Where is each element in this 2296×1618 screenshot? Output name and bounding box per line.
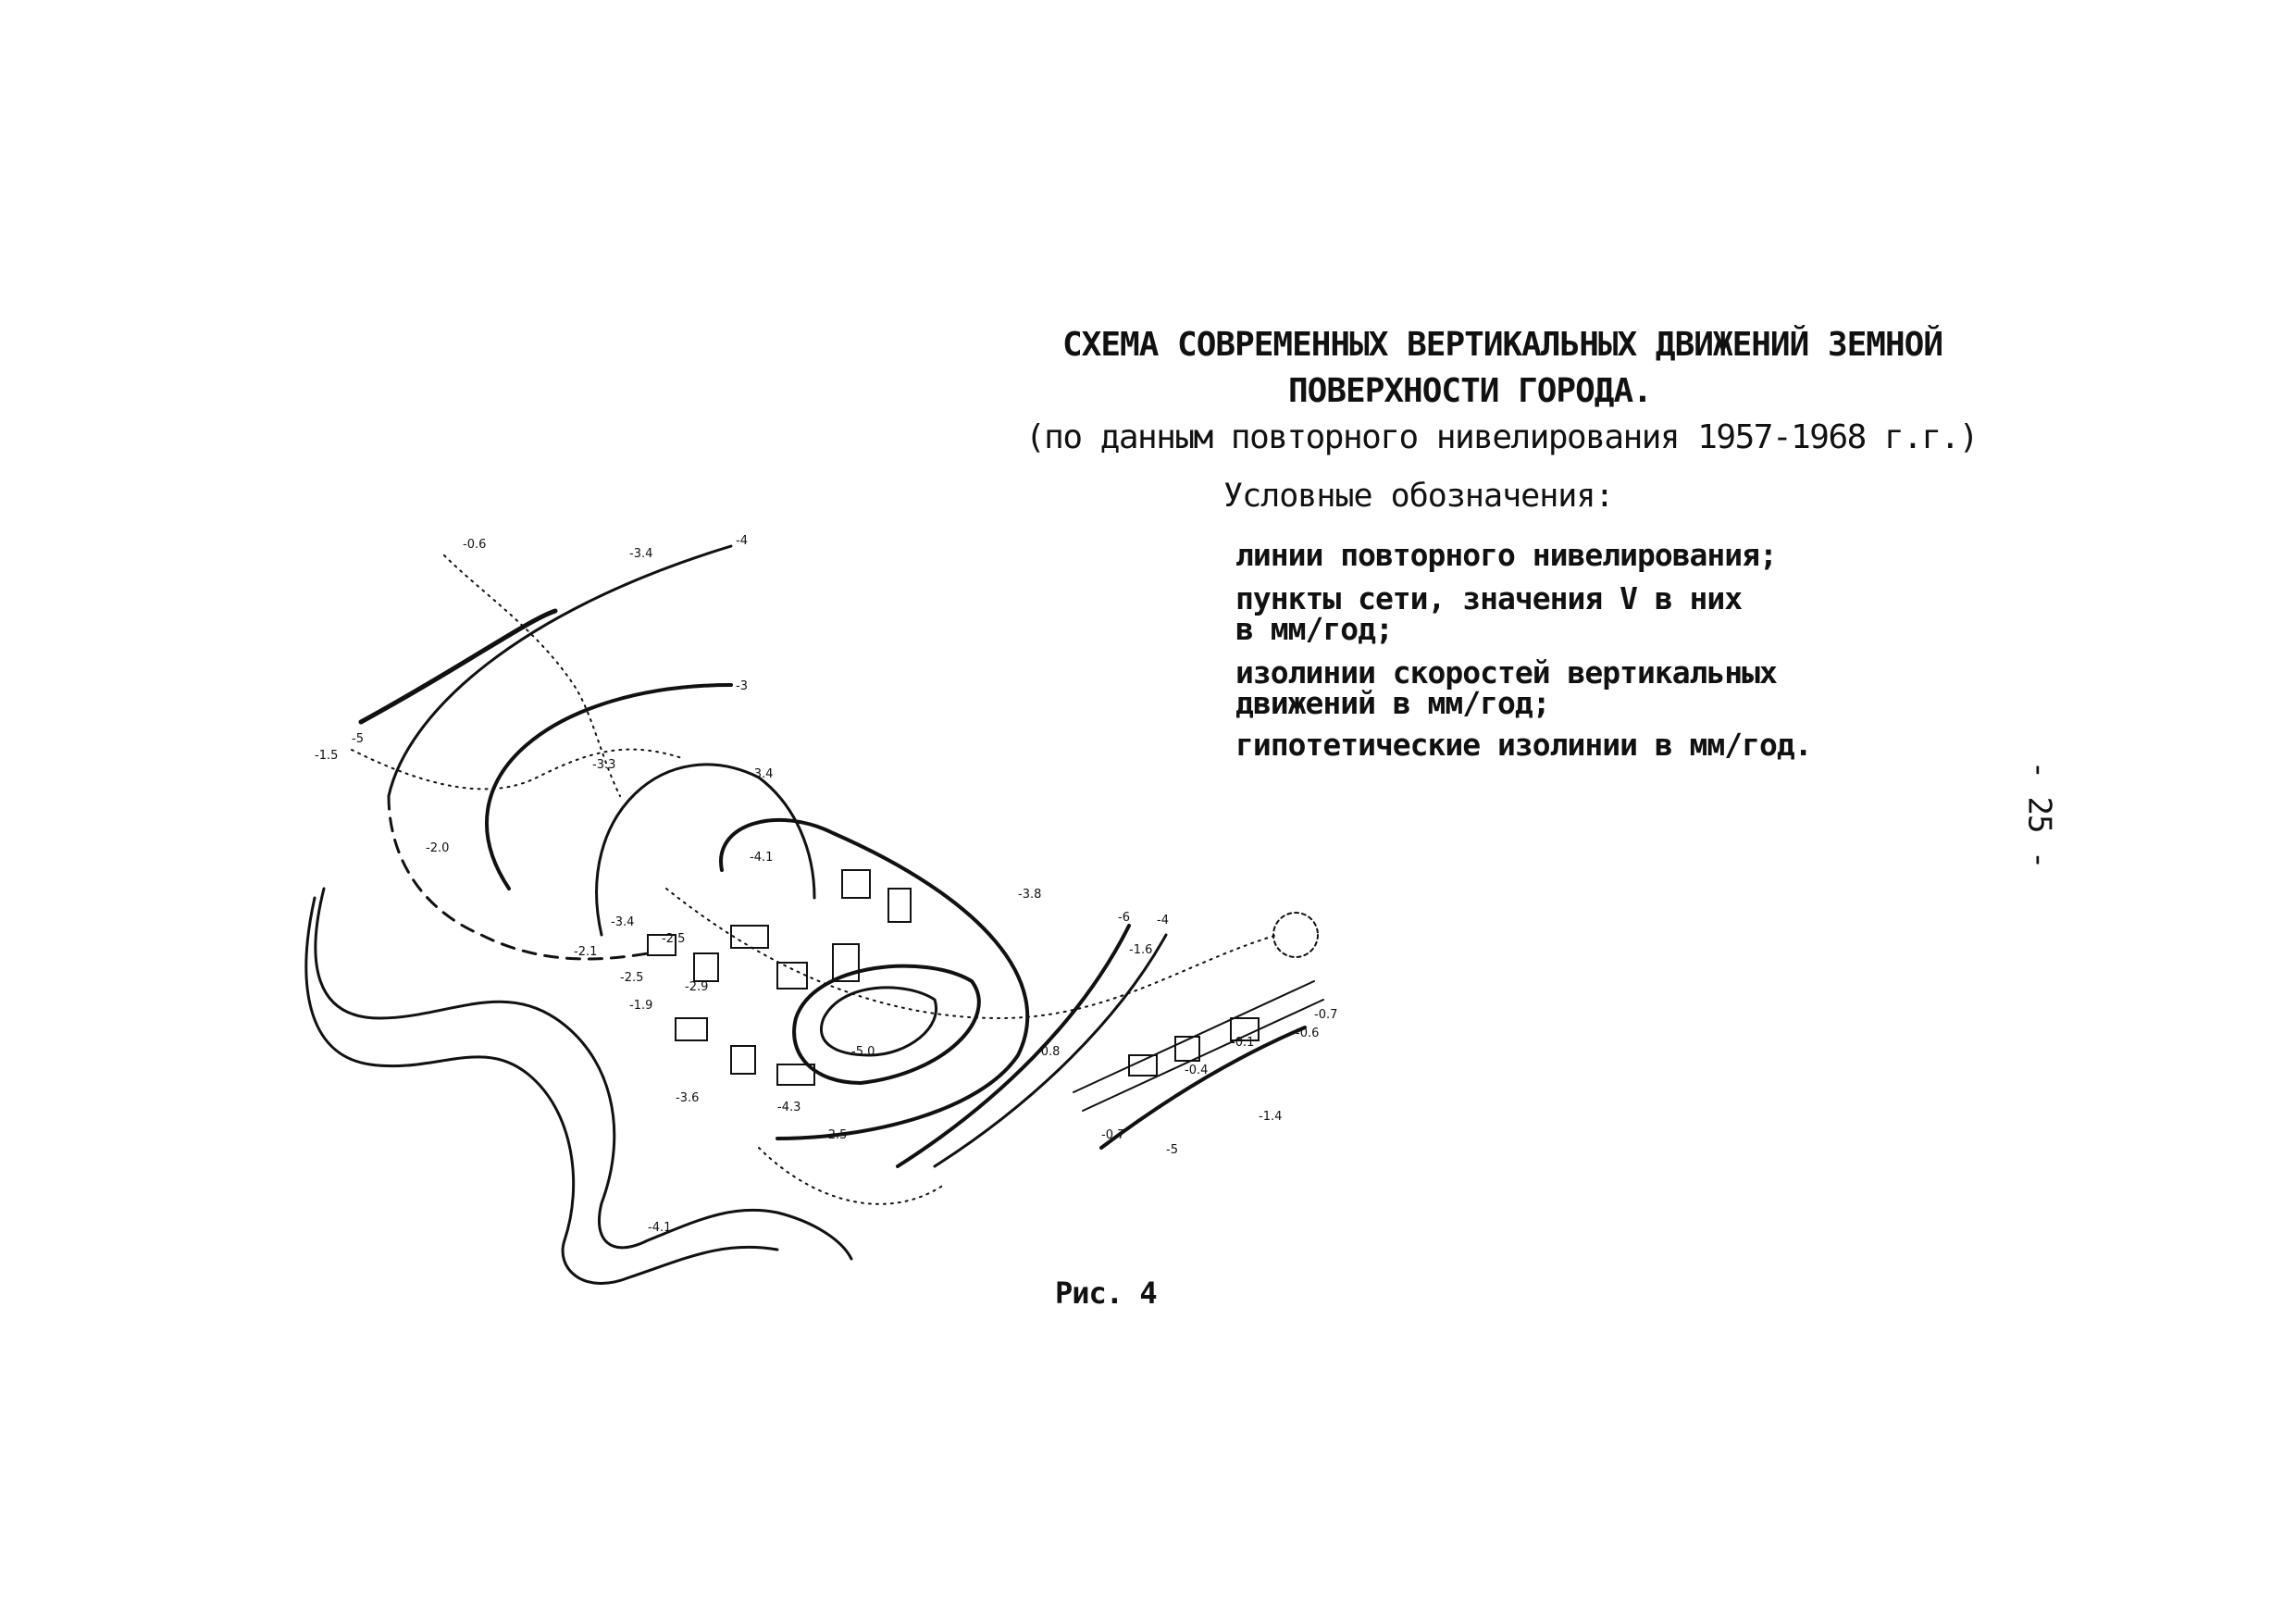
point-value: -3.4 <box>629 547 653 561</box>
point-value: -0.6 <box>1296 1027 1320 1040</box>
buildings <box>648 870 1323 1111</box>
point-value: -0.6 <box>463 538 487 552</box>
leveling-line <box>352 750 685 790</box>
hypothetical-isoline <box>389 796 648 959</box>
point-value: -0.4 <box>1185 1064 1209 1077</box>
point-value: -2.0 <box>426 841 450 855</box>
point-value: -0.1 <box>1231 1036 1255 1050</box>
point-value: -2.1 <box>574 945 598 959</box>
point-value: -0.8 <box>1036 1045 1061 1059</box>
isoline <box>361 611 555 722</box>
point-value: -2.5 <box>824 1128 848 1142</box>
point-value: -3.3 <box>592 758 616 772</box>
isoline <box>389 546 731 796</box>
point-value: -2.9 <box>685 980 709 994</box>
legend-item-hypothetical-isolines: гипотетические изолинии в мм/год. <box>1235 727 1812 763</box>
point-value-labels <box>315 538 1337 1235</box>
map-title-line-2: ПОВЕРХНОСТИ ГОРОДА. <box>1288 372 1652 410</box>
point-value: -0.7 <box>1314 1008 1338 1022</box>
point-value: -5.0 <box>851 1045 875 1059</box>
point-value: -1.5 <box>315 749 339 763</box>
leveling-line <box>666 889 1277 1018</box>
point-value: -4.3 <box>777 1101 801 1114</box>
legend-item-leveling-lines: линии повторного нивелирования; <box>1235 537 1777 573</box>
isoline-value: -4 <box>736 534 748 548</box>
isoline-value: -5 <box>1166 1143 1178 1157</box>
isoline <box>721 820 1027 1139</box>
isoline <box>487 685 731 889</box>
isoline <box>898 926 1129 1166</box>
point-value: -1.9 <box>629 999 653 1013</box>
river-bank-lower <box>306 898 777 1283</box>
point-value: -3.4 <box>750 767 774 781</box>
map-title-line-1: СХЕМА СОВРЕМЕННЫХ ВЕРТИКАЛЬНЫХ ДВИЖЕНИЙ ЗЕМНОЙ <box>1062 326 1942 364</box>
point-value: -0.7 <box>1101 1128 1125 1142</box>
point-value: -1.6 <box>1129 943 1153 957</box>
point-value: -3.6 <box>676 1091 700 1105</box>
isoline <box>597 765 814 935</box>
figure-caption: Рис. 4 <box>1055 1276 1157 1311</box>
isoline-value-labels <box>352 534 1178 1157</box>
point-value: -1.4 <box>1259 1110 1283 1124</box>
river-bank-upper <box>316 889 851 1259</box>
isoline-value: -3 <box>736 679 748 693</box>
point-value: -3.4 <box>611 915 635 929</box>
point-value: -4.1 <box>750 851 774 865</box>
isoline-value: -4 <box>1157 914 1169 927</box>
point-value: -3.8 <box>1018 888 1042 902</box>
point-value: -4.1 <box>648 1221 672 1235</box>
isoline-value: -5 <box>352 732 364 746</box>
vertical-movement-map <box>296 500 1388 1296</box>
landmark-circle <box>1273 913 1318 957</box>
page-number: - 25 - <box>2020 760 2058 869</box>
legend-heading: Условные обозначения: <box>1223 478 1614 515</box>
isoline-value: -6 <box>1118 911 1130 925</box>
isoline-inner <box>821 988 936 1055</box>
map-subtitle: (по данным повторного нивелирования 1957-1968 г.г.) <box>1025 418 1978 456</box>
point-value: -2.5 <box>662 932 686 946</box>
legend-item-network-points: пункты сети, значения V в них в мм/год; <box>1235 580 1743 647</box>
legend-item-isolines: изолинии скоростей вертикальных движений в мм/год; <box>1235 654 1777 721</box>
point-value: -2.5 <box>620 971 644 985</box>
